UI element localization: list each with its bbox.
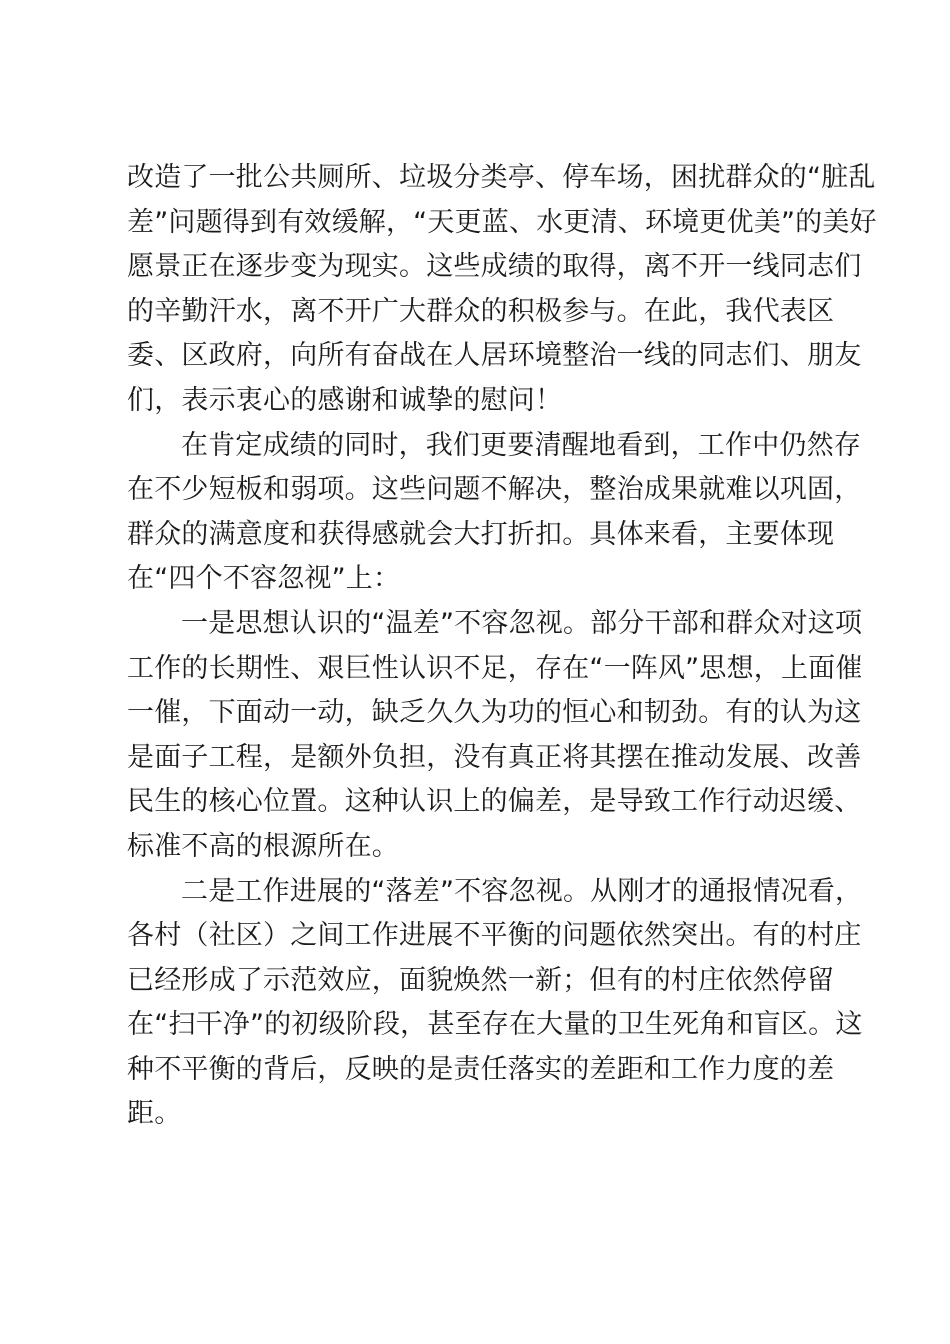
text-line: 的辛勤汗水，离不开广大群众的积极参与。在此，我代表区 xyxy=(127,295,835,327)
text-line: 改造了一批公共厕所、垃圾分类亭、停车场，困扰群众的“脏乱 xyxy=(127,162,876,193)
text-line: 一催，下面动一动，缺乏久久为功的恒心和韧劲。有的认为这 xyxy=(127,697,862,729)
text-line: 各村（社区）之间工作进展不平衡的问题依然突出。有的村庄 xyxy=(127,920,862,952)
text-line: 已经形成了示范效应，面貌焕然一新；但有的村庄依然停留 xyxy=(127,964,835,996)
text-line: 委、区政府，向所有奋战在人居环境整治一线的同志们、朋友 xyxy=(127,340,862,372)
text-line: 种不平衡的背后，反映的是责任落实的差距和工作力度的差 xyxy=(127,1053,835,1085)
text-line: 在不少短板和弱项。这些问题不解决，整治成果就难以巩固， xyxy=(127,474,862,506)
text-line: 在“扫干净”的初级阶段，甚至存在大量的卫生死角和盲区。这 xyxy=(127,1009,863,1041)
paragraph-first-line: 二是工作进展的“落差”不容忽视。从刚才的通报情况看， xyxy=(181,875,863,907)
text-line: 在“四个不容忽视”上： xyxy=(127,563,401,595)
text-line: 群众的满意度和获得感就会大打折扣。具体来看，主要体现 xyxy=(127,518,835,550)
text-line: 工作的长期性、艰巨性认识不足，存在“一阵风”思想，上面催 xyxy=(127,652,863,684)
text-line: 愿景正在逐步变为现实。这些成绩的取得，离不开一线同志们 xyxy=(127,251,862,283)
text-line: 民生的核心位置。这种认识上的偏差，是导致工作行动迟缓、 xyxy=(127,786,862,818)
text-line: 差”问题得到有效缓解，“天更蓝、水更清、环境更优美”的美好 xyxy=(127,206,877,238)
paragraph-first-line: 在肯定成绩的同时，我们更要清醒地看到，工作中仍然存 xyxy=(181,429,861,461)
text-line: 标准不高的根源所在。 xyxy=(127,830,399,862)
text-line: 距。 xyxy=(127,1098,182,1130)
text-line: 们，表示衷心的感谢和诚挚的慰问！ xyxy=(127,384,563,416)
text-line: 是面子工程，是额外负担，没有真正将其摆在推动发展、改善 xyxy=(127,741,862,773)
paragraph-first-line: 一是思想认识的“温差”不容忽视。部分干部和群众对这项 xyxy=(181,607,863,639)
document-body xyxy=(127,156,877,1137)
